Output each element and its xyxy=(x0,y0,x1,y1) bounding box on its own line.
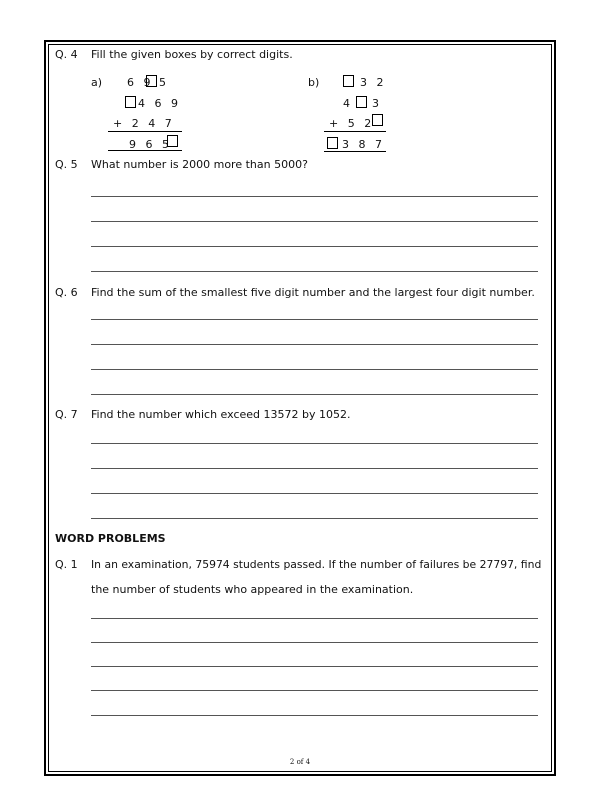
q4b-result-rule xyxy=(324,151,386,152)
wp-q1-answer-line[interactable] xyxy=(91,715,538,716)
q4a-row4: 9 6 5 xyxy=(129,138,172,151)
q4a-row2: 4 6 9 xyxy=(138,97,181,110)
wp-q1-answer-line[interactable] xyxy=(91,618,538,619)
q6-answer-line[interactable] xyxy=(91,394,538,395)
q4a-blank-box-3[interactable] xyxy=(167,135,178,147)
q4a-sum-rule xyxy=(108,131,182,132)
q7-text: Find the number which exceed 13572 by 1052. xyxy=(91,408,351,421)
q5-number: Q. 5 xyxy=(55,158,78,171)
wp-q1-answer-line[interactable] xyxy=(91,690,538,691)
q4a-result-rule xyxy=(108,150,182,151)
q4a-row1-tail: 5 xyxy=(159,76,166,89)
wp-q1-text-line1: In an examination, 75974 students passed. If the number of failures be 27797, find xyxy=(91,558,542,571)
q4b-label: b) xyxy=(308,76,320,89)
q7-answer-line[interactable] xyxy=(91,468,538,469)
q5-text: What number is 2000 more than 5000? xyxy=(91,158,308,171)
q7-answer-line[interactable] xyxy=(91,443,538,444)
word-problems-heading: WORD PROBLEMS xyxy=(55,532,166,545)
q6-answer-line[interactable] xyxy=(91,319,538,320)
q5-answer-line[interactable] xyxy=(91,271,538,272)
q7-answer-line[interactable] xyxy=(91,518,538,519)
q4b-row1: 3 2 xyxy=(360,76,387,89)
wp-q1-number: Q. 1 xyxy=(55,558,78,571)
q7-answer-line[interactable] xyxy=(91,493,538,494)
q4b-blank-box-4[interactable] xyxy=(327,137,338,149)
wp-q1-text-line2: the number of students who appeared in the examination. xyxy=(91,583,414,596)
q4-text: Fill the given boxes by correct digits. xyxy=(91,48,293,61)
q4a-row3: + 2 4 7 xyxy=(113,117,175,130)
q6-answer-line[interactable] xyxy=(91,344,538,345)
q4a-row1: 6 9 xyxy=(127,76,154,89)
q4b-row3: + 5 2 xyxy=(329,117,375,130)
q4b-row2-head: 4 xyxy=(343,97,350,110)
q6-text: Find the sum of the smallest five digit number and the largest four digit number. xyxy=(91,286,535,299)
q4a-label: a) xyxy=(91,76,103,89)
q4b-sum-rule xyxy=(324,131,386,132)
q7-number: Q. 7 xyxy=(55,408,78,421)
page-number: 2 of 4 xyxy=(289,758,311,766)
q6-answer-line[interactable] xyxy=(91,369,538,370)
q4b-row4: 3 8 7 xyxy=(342,138,385,151)
q4a-blank-box-1[interactable] xyxy=(146,75,157,87)
q4b-blank-box-1[interactable] xyxy=(343,75,354,87)
wp-q1-answer-line[interactable] xyxy=(91,666,538,667)
q5-answer-line[interactable] xyxy=(91,196,538,197)
wp-q1-answer-line[interactable] xyxy=(91,642,538,643)
q4b-blank-box-2[interactable] xyxy=(356,96,367,108)
q5-answer-line[interactable] xyxy=(91,246,538,247)
q4a-blank-box-2[interactable] xyxy=(125,96,136,108)
q4b-blank-box-3[interactable] xyxy=(372,114,383,126)
q4b-row2-tail: 3 xyxy=(372,97,379,110)
q6-number: Q. 6 xyxy=(55,286,78,299)
q5-answer-line[interactable] xyxy=(91,221,538,222)
q4-number: Q. 4 xyxy=(55,48,78,61)
